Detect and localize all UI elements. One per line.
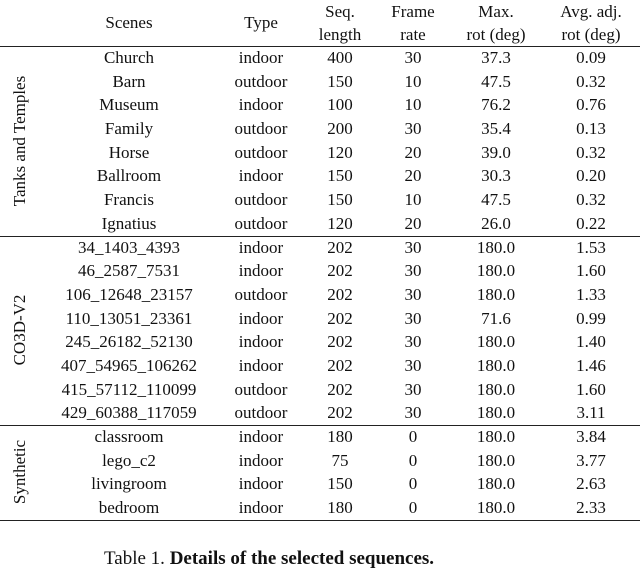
cell-max-rot: 39.0 (481, 142, 511, 162)
table-row (0, 425, 640, 449)
cell-type: indoor (238, 308, 284, 328)
cell-avg-adj-rot: 1.60 (576, 379, 606, 399)
cell-frame-rate: 30 (404, 284, 422, 304)
cell-seq-length: 75 (331, 450, 349, 470)
header-seq-length (304, 0, 376, 46)
cell-max-rot: 26.0 (481, 213, 511, 233)
cell-avg-adj-rot: 1.46 (576, 355, 606, 375)
cell-scene: 429_60388_117059 (61, 403, 197, 423)
cell-type: indoor (238, 261, 284, 281)
cell-type: indoor (238, 427, 284, 446)
cell-max-rot: 180.0 (476, 450, 516, 470)
cell-type: indoor (238, 166, 284, 186)
header-rot-line1: Max. (478, 2, 514, 21)
cell-seq-length: 202 (327, 308, 353, 328)
cell-scene: Francis (103, 190, 155, 210)
cell-frame-rate: 0 (408, 498, 418, 518)
table-row (0, 496, 640, 520)
cell-max-rot: 37.3 (481, 48, 511, 67)
cell-seq-length: 202 (327, 284, 353, 304)
cell-seq-length: 202 (327, 237, 353, 257)
cell-avg-adj-rot: 0.76 (576, 95, 606, 115)
cell-scene: Church (103, 48, 155, 67)
cell-frame-rate: 20 (404, 166, 422, 186)
cell-max-rot: 180.0 (476, 498, 516, 518)
table-header (0, 0, 640, 46)
cell-type: outdoor (234, 119, 288, 139)
cell-seq-length: 150 (327, 166, 353, 186)
cell-frame-rate: 30 (404, 48, 422, 67)
cell-scene: Barn (112, 71, 146, 91)
cell-avg-adj-rot: 0.32 (576, 142, 606, 162)
group-label-text: Synthetic (10, 440, 29, 505)
cell-seq-length: 400 (327, 48, 353, 67)
table-row (0, 401, 640, 425)
cell-scene: 245_26182_52130 (65, 332, 193, 352)
cell-frame-rate: 30 (404, 332, 422, 352)
cell-type: indoor (238, 332, 284, 352)
cell-scene: 407_54965_106262 (61, 355, 197, 375)
table-row (0, 212, 640, 236)
cell-max-rot: 180.0 (476, 237, 516, 257)
cell-max-rot: 76.2 (481, 95, 511, 115)
cell-seq-length: 120 (327, 142, 353, 162)
header-seq-line1: Seq. (325, 2, 355, 21)
cell-type: indoor (238, 237, 284, 257)
table-row (0, 472, 640, 496)
cell-avg-adj-rot: 1.40 (576, 332, 606, 352)
cell-frame-rate: 0 (408, 450, 418, 470)
cell-seq-length: 120 (327, 213, 353, 233)
header-rot-line2: rot (deg) (466, 25, 526, 44)
header-rate-line2: rate (400, 25, 426, 44)
cell-scene: 110_13051_23361 (65, 308, 193, 328)
table-row (0, 46, 640, 70)
cell-frame-rate: 10 (404, 95, 422, 115)
cell-frame-rate: 30 (404, 119, 422, 139)
cell-avg-adj-rot: 0.13 (576, 119, 606, 139)
cell-seq-length: 202 (327, 403, 353, 423)
cell-frame-rate: 20 (404, 213, 422, 233)
cell-avg-adj-rot: 3.77 (576, 450, 606, 470)
cell-max-rot: 30.3 (481, 166, 511, 186)
cell-scene: lego_c2 (102, 450, 156, 470)
table-row (0, 93, 640, 117)
cell-type: outdoor (234, 142, 288, 162)
cell-max-rot: 47.5 (481, 71, 511, 91)
cell-avg-adj-rot: 2.33 (576, 498, 606, 518)
table-row (0, 70, 640, 94)
table-group (0, 425, 640, 520)
cell-type: indoor (238, 450, 284, 470)
cell-frame-rate: 30 (404, 355, 422, 375)
table-row (0, 259, 640, 283)
table-row (0, 236, 640, 260)
cell-avg-adj-rot: 3.84 (576, 427, 606, 446)
table-body (0, 46, 640, 521)
cell-frame-rate: 30 (404, 261, 422, 281)
cell-type: indoor (238, 474, 284, 494)
table-row (0, 164, 640, 188)
table-bottom-rule (0, 520, 640, 521)
group-label-text: Tanks and Temples (10, 75, 29, 206)
cell-frame-rate: 30 (404, 379, 422, 399)
cell-seq-length: 180 (327, 498, 353, 518)
table-row (0, 449, 640, 473)
cell-seq-length: 202 (327, 355, 353, 375)
group-label-text: CO3D-V2 (10, 294, 29, 366)
cell-avg-adj-rot: 3.11 (576, 403, 606, 423)
cell-type: outdoor (234, 213, 288, 233)
cell-seq-length: 100 (327, 95, 353, 115)
cell-scene: classroom (94, 427, 164, 446)
cell-max-rot: 180.0 (476, 284, 516, 304)
cell-max-rot: 35.4 (481, 119, 511, 139)
table-row (0, 141, 640, 165)
header-rate-line1: Frame (391, 2, 435, 21)
cell-frame-rate: 0 (408, 474, 418, 494)
cell-frame-rate: 10 (404, 190, 422, 210)
header-adj-line2: rot (deg) (561, 25, 621, 44)
cell-type: indoor (238, 95, 284, 115)
cell-avg-adj-rot: 0.99 (576, 308, 606, 328)
header-type: Type (244, 13, 278, 32)
header-avg-adj-rot (542, 0, 640, 46)
table-group (0, 236, 640, 426)
caption-bold: Details of the selected sequences. (169, 548, 435, 569)
cell-avg-adj-rot: 0.32 (576, 190, 606, 210)
cell-seq-length: 202 (327, 379, 353, 399)
table-row (0, 354, 640, 378)
table-row (0, 307, 640, 331)
cell-max-rot: 180.0 (476, 379, 516, 399)
cell-seq-length: 180 (327, 427, 353, 446)
cell-frame-rate: 0 (408, 427, 418, 446)
cell-type: outdoor (234, 379, 288, 399)
cell-avg-adj-rot: 0.09 (576, 48, 606, 67)
header-scenes: Scenes (105, 13, 153, 32)
cell-scene: Museum (99, 95, 159, 115)
cell-frame-rate: 20 (404, 142, 422, 162)
cell-scene: Ignatius (101, 213, 157, 233)
cell-seq-length: 202 (327, 332, 353, 352)
cell-seq-length: 150 (327, 190, 353, 210)
cell-max-rot: 180.0 (476, 403, 516, 423)
cell-avg-adj-rot: 1.33 (576, 284, 606, 304)
cell-frame-rate: 10 (404, 71, 422, 91)
cell-seq-length: 150 (327, 474, 353, 494)
cell-type: indoor (238, 355, 284, 375)
cell-seq-length: 202 (327, 261, 353, 281)
table-row (0, 188, 640, 212)
cell-type: outdoor (234, 190, 288, 210)
cell-scene: livingroom (91, 474, 167, 494)
cell-max-rot: 47.5 (481, 190, 511, 210)
cell-type: indoor (238, 48, 284, 67)
cell-scene: 34_1403_4393 (78, 237, 180, 257)
cell-type: outdoor (234, 403, 288, 423)
cell-avg-adj-rot: 1.53 (576, 237, 606, 257)
cell-frame-rate: 30 (404, 237, 422, 257)
table-row (0, 378, 640, 402)
header-seq-line2: length (318, 25, 362, 44)
cell-scene: 415_57112_110099 (61, 379, 197, 399)
cell-max-rot: 180.0 (476, 427, 516, 446)
cell-max-rot: 180.0 (476, 355, 516, 375)
cell-seq-length: 200 (327, 119, 353, 139)
cell-scene: Family (104, 119, 154, 139)
cell-avg-adj-rot: 2.63 (576, 474, 606, 494)
table-row (0, 330, 640, 354)
cell-avg-adj-rot: 0.20 (576, 166, 606, 186)
cell-scene: bedroom (98, 498, 160, 518)
caption-prefix: Table 1. (104, 548, 170, 569)
cell-type: indoor (238, 498, 284, 518)
table-group (0, 46, 640, 236)
cell-frame-rate: 30 (404, 308, 422, 328)
cell-scene: Horse (108, 142, 150, 162)
table-row (0, 117, 640, 141)
cell-max-rot: 180.0 (476, 474, 516, 494)
cell-seq-length: 150 (327, 71, 353, 91)
cell-avg-adj-rot: 1.60 (576, 261, 606, 281)
cell-max-rot: 71.6 (481, 308, 511, 328)
header-frame-rate (376, 0, 450, 46)
table-row (0, 283, 640, 307)
table-caption (104, 548, 434, 570)
cell-type: outdoor (234, 71, 288, 91)
cell-type: outdoor (234, 284, 288, 304)
cell-scene: 106_12648_23157 (65, 284, 193, 304)
cell-max-rot: 180.0 (476, 332, 516, 352)
cell-frame-rate: 30 (404, 403, 422, 423)
cell-avg-adj-rot: 0.32 (576, 71, 606, 91)
cell-scene: 46_2587_7531 (78, 261, 180, 281)
header-adj-line1: Avg. adj. (560, 2, 622, 21)
header-max-rot (450, 0, 542, 46)
cell-max-rot: 180.0 (476, 261, 516, 281)
cell-avg-adj-rot: 0.22 (576, 213, 606, 233)
cell-scene: Ballroom (96, 166, 162, 186)
